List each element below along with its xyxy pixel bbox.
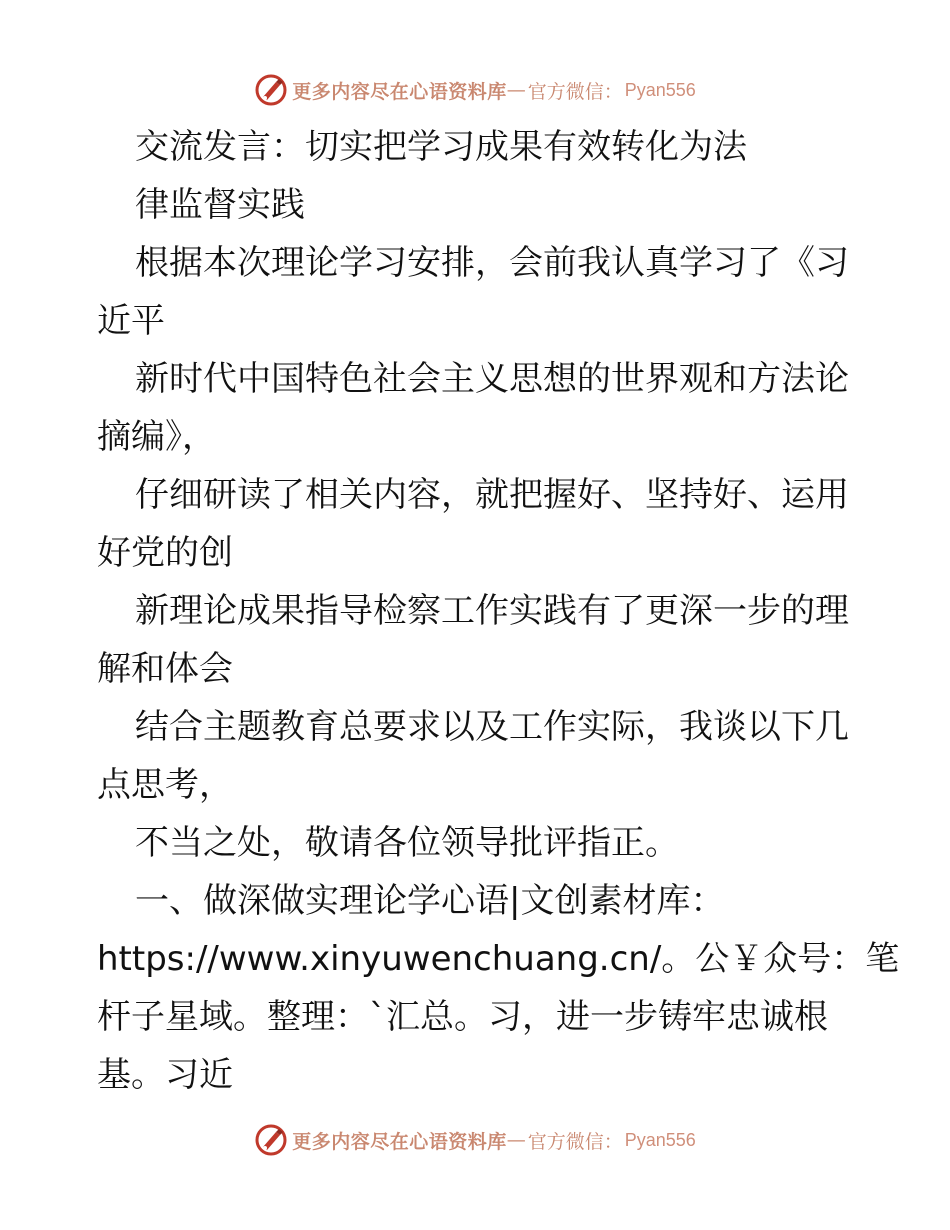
paragraph-line: 新理论成果指导检察工作实践有了更深一步的理 — [135, 591, 849, 631]
banner-dash: — — [506, 79, 526, 101]
paragraph-line: 结合主题教育总要求以及工作实际，我谈以下几 — [135, 707, 849, 747]
paragraph-line: https://www.xinyuwenchuang.cn/。公￥众号：笔 — [97, 939, 900, 979]
paragraph-line: 杆子星域。整理：`汇总。习，进一步铸牢忠诚根 — [97, 997, 828, 1037]
paragraph-line: 好党的创 — [97, 533, 233, 573]
banner-dash: — — [506, 1129, 526, 1151]
paragraph-line: 点思考， — [97, 765, 233, 805]
paragraph-line: 近平 — [97, 301, 165, 341]
brand-logo-icon — [254, 73, 288, 107]
banner-wechat-id: Pyan556 — [624, 1129, 696, 1150]
banner-wechat-id: Pyan556 — [624, 79, 696, 100]
paragraph-line: 根据本次理论学习安排，会前我认真学习了《习 — [135, 243, 849, 283]
paragraph-line: 仔细研读了相关内容，就把握好、坚持好、运用 — [135, 475, 849, 515]
paragraph-line: 新时代中国特色社会主义思想的世界观和方法论 — [135, 359, 849, 399]
footer-banner — [0, 1120, 950, 1160]
header-banner — [0, 70, 950, 110]
paragraph-line: 基。习近 — [97, 1055, 233, 1095]
banner-wechat-label: 官方微信： — [527, 1130, 623, 1153]
banner-wechat-label: 官方微信： — [527, 80, 623, 103]
paragraph-line: 摘编》， — [97, 417, 216, 457]
document-body — [97, 118, 900, 1104]
section-heading-line: 一、做深做实理论学心语|文创素材库： — [135, 881, 725, 921]
document-title-line: 律监督实践 — [135, 185, 305, 225]
paragraph-line: 不当之处，敬请各位领导批评指正。 — [135, 823, 679, 863]
paragraph-line: 解和体会 — [97, 649, 233, 689]
brand-logo-icon — [254, 1123, 288, 1157]
banner-main-text: 更多内容尽在心语资料库 — [292, 80, 507, 103]
banner-main-text: 更多内容尽在心语资料库 — [292, 1130, 507, 1153]
document-title-line: 交流发言：切实把学习成果有效转化为法 — [135, 127, 747, 167]
